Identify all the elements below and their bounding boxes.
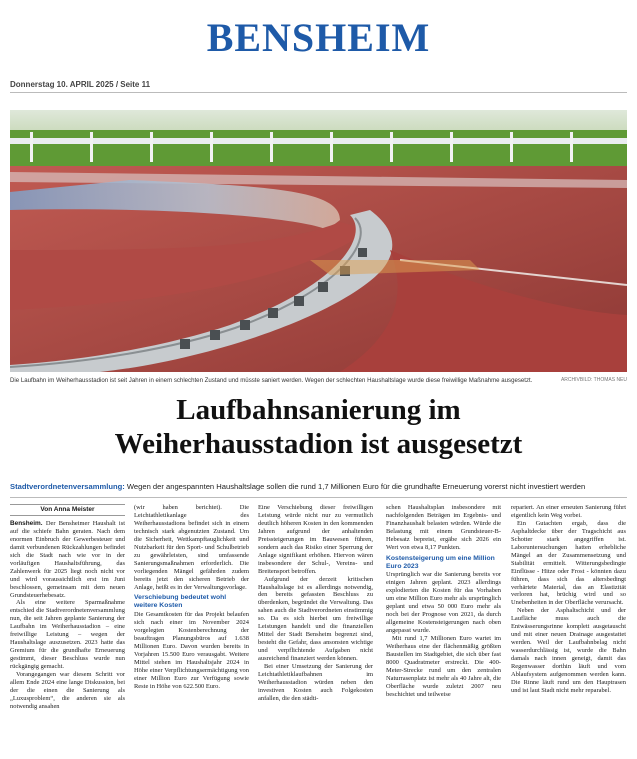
- article-column-3: [258, 504, 373, 756]
- photo-caption: [10, 377, 627, 384]
- paragraph: Ein Gutachten ergab, dass die Asphaltdecke über der Tragschicht aus Schotter stark angegriffen ist. Laboruntersuchungen hatten erhebliche Mängel an der Zusammensetzung und Stabilität ermittelt. Witterungsbedingte Einflüsse - Hitze oder Frost - könnten dazu führen, dass sich das altersbedingt verhärtete Material, das an Elastizität verloren hat, brüchig wird und so Unebenheiten in der Oberfläche verursacht.: [511, 519, 626, 607]
- byline: Von Anna Meister: [10, 504, 125, 516]
- article-photo: [10, 110, 627, 372]
- paragraph: Bei einer Umsetzung der Sanierung der Leichtathletiklaufbahnen im Weiherhausstadion würden neben den investiven Kosten auch Folgekosten anfallen, die den städti-: [258, 663, 373, 702]
- headline: [0, 393, 637, 461]
- subheadline-kicker: Stadtverordnetenversammlung:: [10, 482, 125, 491]
- paragraph: Die Gesamtkosten für das Projekt belaufen sich nach einer im November 2024 vorgelegten Kostenberechnung der beauftragen Planungsbüros auf 1.638 Millionen Euro. Davon wurden bereits in Vorjahren 15.500 Euro verausgabt. Weitere Mittel stehen im Haushaltsjahr 2024 in Höhe einer Verpflichtungsermächtigung von einer Million Euro zur Verfügung sowie Reste in Höhe von 622.500 Euro.: [134, 611, 249, 690]
- paragraph-text: Der Bensheimer Haushalt ist auf die schiefe Bahn geraten. Nach dem enormen Einbruch der Gewerbesteuer und damit verbundenen Rückzahlungen befindet sich die Stadt nach wie vor in der vorläufigen Haushaltsführung, das Zahlenwerk für 2025 liegt noch nicht vor und wird voraussichtlich erst im Juni beschlossen, gemeinsam mit dem neuen Grundsteuerhebesatz.: [10, 519, 125, 599]
- paragraph: [10, 520, 125, 600]
- paragraph: Aufgrund der derzeit kritischen Haushaltslage ist es allerdings notwendig, den bereits gefassten Beschluss zu überdenken, begründet die Verwaltung. Das sahen auch die Stadtverordneten einstimmig so. Da es sich hierbei um freiwillige Leistungen handelt und die finanziellen Mittel der Stadt Bensheim begrenzt sind, besteht die Gefahr, dass ansonsten wichtige und verpflichtende Aufgaben nicht ausreichend finanziert werden können.: [258, 575, 373, 663]
- paragraph: repariert. An einer erneuten Sanierung führt eigentlich kein Weg vorbei.: [511, 504, 626, 519]
- article-column-1: [10, 504, 125, 756]
- dateline: Donnerstag 10. APRIL 2025 / Seite 11: [10, 80, 151, 89]
- article-column-4: [386, 504, 501, 756]
- subheadline-text: Wegen der angespannten Haushaltslage sollen die rund 1,7 Millionen Euro für die grundhafte Erneuerung vorerst nicht investiert werden: [124, 482, 586, 491]
- headline-line-2: Weiherhausstadion ist ausgesetzt: [114, 428, 523, 460]
- article-column-5: [511, 504, 626, 756]
- paragraph: (wir haben berichtet). Die Leichtathletikanlage des Weiherhausstadions befindet sich in einem technisch stark abgenutzten Zustand. Um die Sicherheit, Wettkampftauglichkeit und Nutzbarkeit für den Sport- und Schulbetrieb zu gewährleisten, sind umfassende Sanierungsmaßnahmen erforderlich. Die vorliegenden Mängel gefährden zudem bereits jetzt den sicheren Betrieb der Anlage, heißt es in der Verwaltungsvorlage.: [134, 504, 249, 591]
- intertitle: Kostensteigerung um eine Million Euro 2023: [386, 554, 495, 570]
- caption-text: Die Laufbahn im Weiherhausstadion ist seit Jahren in einem schlechten Zustand und müsste saniert werden. Wegen der schlechten Haushaltslage wurde diese freiwillige Maßnahme ausgesetzt.: [10, 377, 533, 384]
- paragraph: schen Haushaltsplan insbesondere mit nachfolgenden Beträgen im Ergebnis- und Finanzhaushalt belasten würden. Würde die Belastung mit einem Grundsteuer-B-Hebesatz bepreist, ergäbe sich 2026 ein Wert von etwa 8,17 Punkten.: [386, 504, 501, 551]
- top-rule: [10, 92, 627, 93]
- subheadline: [10, 482, 627, 491]
- subline-rule: [10, 497, 627, 498]
- article-column-2: [134, 504, 249, 756]
- paragraph: Mit rund 1,7 Millionen Euro wartet im Weiherhaus eine der flächenmäßig größten Baustellen im Stadtgebiet, die sich über fast 8000 Quadratmeter erstreckt. Die 400-Meter-Strecke rund um den zentralen Naturrasenplatz ist mehr als 40 Jahre alt, die Oberfläche wurde zuletzt 2007 neu beschichtet und teilweise: [386, 634, 501, 698]
- headline-line-1: Laufbahnsanierung im: [176, 394, 461, 426]
- paragraph: Neben der Asphaltschicht und der Laufläche muss auch die Entwässerungsrinne komplett ausgetauscht und mit einer neuen Drainage ausgestattet werden. Weil der Laufbahnbelag nicht wasserdurchlässig ist, wurde die Bahn damals nach innen geneigt, damit das Regenwasser dorthin läuft und vom Ablaufsystem aufgenommen werden kann. Die Rinne läuft rund um den Hauptrasen und ist laut Stadt nicht mehr reparabel.: [511, 607, 626, 694]
- paragraph: Ursprünglich war die Sanierung bereits vor einigen Jahren geplant. 2023 allerdings explodierten die Kosten für das Vorhaben um eine Million Euro mehr als ursprünglich geplant und etwa 50 000 Euro mehr als noch bei der Prognose von 2021, da durch allgemeine Kostensteigerungen nach oben angepasst wurde.: [386, 571, 501, 634]
- paragraph: Eine Verschiebung dieser freiwilligen Leistung würde nicht nur zu vermutlich deutlich höheren Kosten in den kommenden Jahren aufgrund der anhaltenden Preissteigerungen im Bauwesen führen, sondern auch das Risiko einer Sperrung der Anlage signifikant erhöhen. Hiervon wären insbesondere der Schul-, Vereins- und Breitensport betroffen.: [258, 504, 373, 575]
- photo-credit: ARCHIVBILD: THOMAS NEU: [560, 377, 627, 383]
- paragraph: Vorangegangen war diesem Schritt vor allem Ende 2024 eine lange Diskussion, bei der die einen die Sanierung als „Luxusproblem“, die anderen sie als notwendig ansahen: [10, 671, 125, 710]
- masthead: BENSHEIM: [206, 15, 431, 60]
- dateline-lead: Bensheim.: [10, 519, 43, 527]
- paragraph: Als eine weitere Sparmaßnahme entschied die Stadtverordnetenversammlung nun, die seit Jahren geplante Sanierung der Laufbahn im Weiherhausstadion – eine freiwillige Leistung – wegen der Haushaltslage auszusetzen. 2023 hatte das Gremium für die grundhafte Erneuerung gestimmt, dieser Beschluss wurde nun rückgängig gemacht.: [10, 599, 125, 671]
- intertitle: Verschiebung bedeutet wohl weitere Kosten: [134, 594, 227, 610]
